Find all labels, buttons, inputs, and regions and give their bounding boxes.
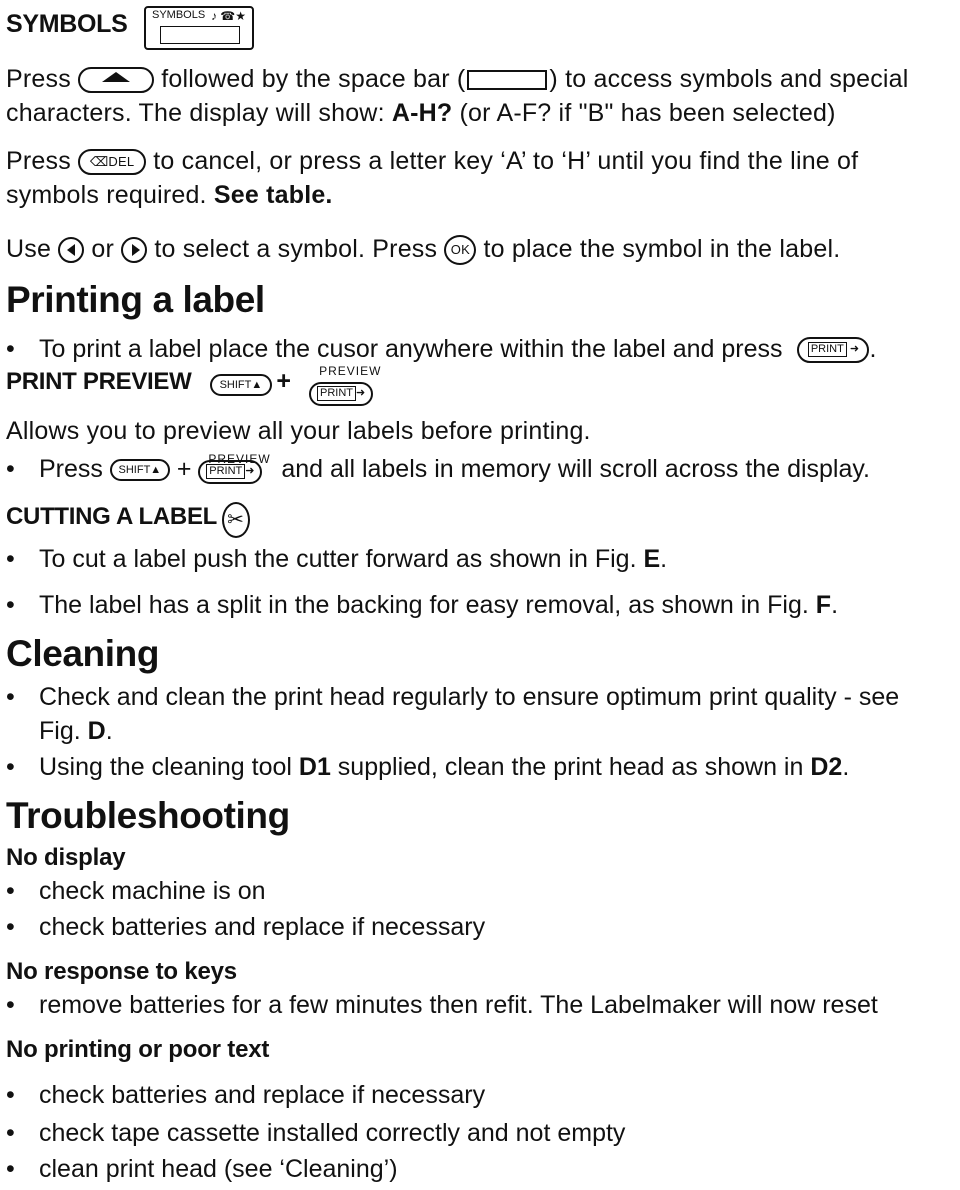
cleaning-b1-line1: Check and clean the print head regularly to ensure optimum print quality - see xyxy=(39,683,900,711)
printing-bullet-end: . xyxy=(869,335,877,363)
symbols-key-marks: ♪ ☎★ xyxy=(210,9,246,23)
preview-arc-label: PREVIEW xyxy=(208,452,271,467)
print-key-icon: PRINT ➜ xyxy=(797,337,869,363)
bullet-dot: • xyxy=(6,1155,15,1183)
preview-bullet-text: and all labels in memory will scroll across the display. xyxy=(281,455,870,483)
symbols-title: SYMBOLS xyxy=(6,10,128,39)
cutting-b2-text: The label has a split in the backing for easy removal, as shown in Fig. xyxy=(39,591,816,619)
list-item-text: check tape cassette installed correctly and not empty xyxy=(39,1119,626,1147)
p3-text-b: to place the symbol in the label. xyxy=(483,235,841,263)
no-printing-subheading: No printing or poor text xyxy=(6,1036,270,1063)
bullet-dot: • xyxy=(6,683,15,711)
bullet-dot: • xyxy=(6,455,15,483)
p2-line2-bold: See table. xyxy=(213,181,333,209)
cleaning-b2-bold1: D1 xyxy=(298,753,331,781)
plus-text: + xyxy=(276,367,291,396)
bullet-dot: • xyxy=(6,545,15,573)
cleaning-title: Cleaning xyxy=(6,633,160,674)
p1-line2-bold: A-H? xyxy=(391,99,453,127)
symbols-para-1-line-1 xyxy=(6,62,956,96)
print-key-icon: PRINT ➜ xyxy=(309,382,373,406)
shift-key-icon: SHIFT▲ xyxy=(210,374,272,396)
symbols-heading-row xyxy=(6,6,956,50)
right-arrow-key-icon xyxy=(121,237,147,263)
cleaning-b2-mid: supplied, clean the print head as shown in xyxy=(330,753,811,781)
or-text: or xyxy=(91,235,115,263)
bullet-dot: • xyxy=(6,877,15,905)
list-item-text: check batteries and replace if necessary xyxy=(39,913,486,941)
p1-line2-b: (or A-F? if "B" has been selected) xyxy=(452,99,836,127)
no-response-subheading: No response to keys xyxy=(6,958,237,985)
symbols-para-3 xyxy=(6,232,956,266)
scissors-icon: ✂ xyxy=(222,502,250,538)
preview-arc-label: PREVIEW xyxy=(319,364,382,378)
symbols-para-2-line-2 xyxy=(6,178,956,212)
symbols-para-1-line-2 xyxy=(6,96,956,130)
plus-text: + xyxy=(176,455,192,483)
print-key-label: PRINT xyxy=(808,342,847,357)
print-preview-key-icon xyxy=(309,364,385,406)
p2-line2: symbols required. xyxy=(6,181,214,209)
press-text: Press xyxy=(39,455,103,483)
print-key-label: PRINT xyxy=(317,386,356,401)
bullet-dot: • xyxy=(6,591,15,619)
shift-up-key-icon xyxy=(78,67,154,93)
use-text: Use xyxy=(6,235,52,263)
ok-key-icon: OK xyxy=(444,235,476,265)
no-display-subheading: No display xyxy=(6,844,126,871)
cutting-heading-row xyxy=(6,502,956,538)
symbols-para-2-line-1 xyxy=(6,144,956,178)
printing-title: Printing a label xyxy=(6,279,265,320)
p1-line2-a: characters. The display will show: xyxy=(6,99,392,127)
symbols-key-label: SYMBOLS xyxy=(151,9,206,21)
list-item-text: check batteries and replace if necessary xyxy=(39,1081,486,1109)
bullet-dot: • xyxy=(6,335,15,363)
shift-key-icon: SHIFT▲ xyxy=(110,459,170,481)
shift-key-label: SHIFT xyxy=(219,379,252,391)
cutting-b1-bold: E xyxy=(643,545,661,573)
bullet-dot: • xyxy=(6,753,15,781)
troubleshooting-title: Troubleshooting xyxy=(6,795,290,836)
p2-text-a: to cancel, or press a letter key ‘A’ to ‘H’ until you find the line of xyxy=(153,147,859,175)
print-key-icon: PRINT ➜ xyxy=(198,460,262,484)
cutting-b2-bold: F xyxy=(815,591,832,619)
list-item-text: check machine is on xyxy=(39,877,266,905)
cutting-b1-text: To cut a label push the cutter forward as shown in Fig. xyxy=(39,545,644,573)
shift-key-label: SHIFT xyxy=(118,464,151,477)
preview-title: PRINT PREVIEW xyxy=(6,368,192,396)
symbols-key-icon xyxy=(144,6,254,50)
preview-description: Allows you to preview all your labels before printing. xyxy=(6,417,591,445)
print-preview-key-icon xyxy=(198,442,274,484)
bullet-dot: • xyxy=(6,991,15,1019)
press-text: Press xyxy=(6,65,71,93)
preview-heading-row xyxy=(6,364,956,406)
bullet-dot: • xyxy=(6,1081,15,1109)
bullet-dot: • xyxy=(6,913,15,941)
p1-text-b: ) to access symbols and special xyxy=(549,65,909,93)
printing-bullet-text: To print a label place the cusor anywhere within the label and press xyxy=(39,335,783,363)
list-item-text: clean print head (see ‘Cleaning’) xyxy=(39,1155,398,1183)
spacebar-key-icon xyxy=(467,70,547,90)
list-item-text: remove batteries for a few minutes then refit. The Labelmaker will now reset xyxy=(39,991,878,1019)
left-arrow-key-icon xyxy=(58,237,84,263)
cleaning-b2-bold2: D2 xyxy=(810,753,843,781)
press-text: Press xyxy=(6,147,71,175)
bullet-dot: • xyxy=(6,1119,15,1147)
cleaning-b1-line2: Fig. xyxy=(39,717,88,745)
p1-text-a: followed by the space bar ( xyxy=(161,65,466,93)
cleaning-b2-text: Using the cleaning tool xyxy=(39,753,299,781)
delete-key-icon: ⌫DEL xyxy=(78,149,146,175)
cutting-title: CUTTING A LABEL xyxy=(6,503,218,531)
cleaning-b1-bold: D xyxy=(87,717,106,745)
p3-text-a: to select a symbol. Press xyxy=(154,235,438,263)
print-key-label: PRINT xyxy=(206,464,245,479)
